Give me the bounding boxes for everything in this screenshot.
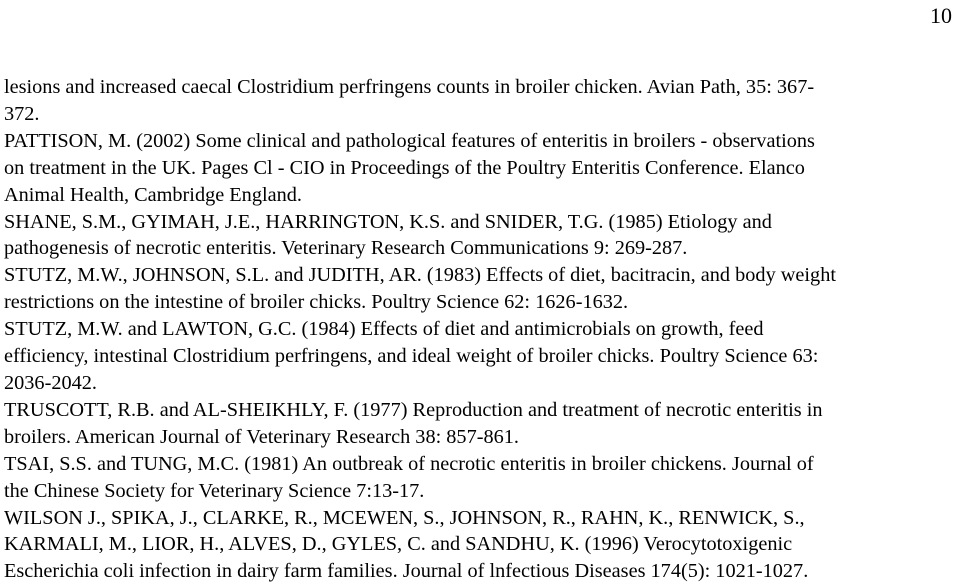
reference-list: [4, 74, 954, 585]
reference-line: TRUSCOTT, R.B. and AL-SHEIKHLY, F. (1977) Reproduction and treatment of necrotic enteritis in: [4, 397, 954, 424]
reference-line: Escherichia coli infection in dairy farm families. Journal of lnfectious Diseases 174(5): 1021-1027.: [4, 558, 954, 585]
page-number: 10: [930, 4, 952, 28]
reference-line: KARMALI, M., LIOR, H., ALVES, D., GYLES, C. and SANDHU, K. (1996) Verocytotoxigenic: [4, 531, 954, 558]
reference-line: on treatment in the UK. Pages Cl - CIO in Proceedings of the Poultry Enteritis Conference. Elanco: [4, 155, 954, 182]
reference-entry: [4, 74, 954, 128]
reference-line: broilers. American Journal of Veterinary Research 38: 857-861.: [4, 424, 954, 451]
reference-entry: [4, 505, 954, 585]
reference-line: STUTZ, M.W. and LAWTON, G.C. (1984) Effects of diet and antimicrobials on growth, feed: [4, 316, 954, 343]
reference-line: SHANE, S.M., GYIMAH, J.E., HARRINGTON, K.S. and SNIDER, T.G. (1985) Etiology and: [4, 209, 954, 236]
reference-line: PATTISON, M. (2002) Some clinical and pathological features of enteritis in broilers - observations: [4, 128, 954, 155]
reference-line: Animal Health, Cambridge England.: [4, 182, 954, 209]
reference-line: STUTZ, M.W., JOHNSON, S.L. and JUDITH, AR. (1983) Effects of diet, bacitracin, and body weight: [4, 262, 954, 289]
reference-line: WILSON J., SPIKA, J., CLARKE, R., MCEWEN, S., JOHNSON, R., RAHN, K., RENWICK, S.,: [4, 505, 954, 532]
reference-line: restrictions on the intestine of broiler chicks. Poultry Science 62: 1626-1632.: [4, 289, 954, 316]
reference-line: pathogenesis of necrotic enteritis. Veterinary Research Communications 9: 269-287.: [4, 235, 954, 262]
reference-line: 2036-2042.: [4, 370, 954, 397]
reference-entry: [4, 451, 954, 505]
reference-line: 372.: [4, 101, 954, 128]
reference-entry: [4, 209, 954, 263]
reference-entry: [4, 397, 954, 451]
reference-line: lesions and increased caecal Clostridium perfringens counts in broiler chicken. Avian Path, 35: 367-: [4, 74, 954, 101]
reference-entry: [4, 262, 954, 316]
reference-entry: [4, 316, 954, 397]
reference-line: efficiency, intestinal Clostridium perfringens, and ideal weight of broiler chicks. Poultry Science 63:: [4, 343, 954, 370]
reference-line: the Chinese Society for Veterinary Science 7:13-17.: [4, 478, 954, 505]
reference-line: TSAI, S.S. and TUNG, M.C. (1981) An outbreak of necrotic enteritis in broiler chickens. Journal of: [4, 451, 954, 478]
reference-entry: [4, 128, 954, 209]
